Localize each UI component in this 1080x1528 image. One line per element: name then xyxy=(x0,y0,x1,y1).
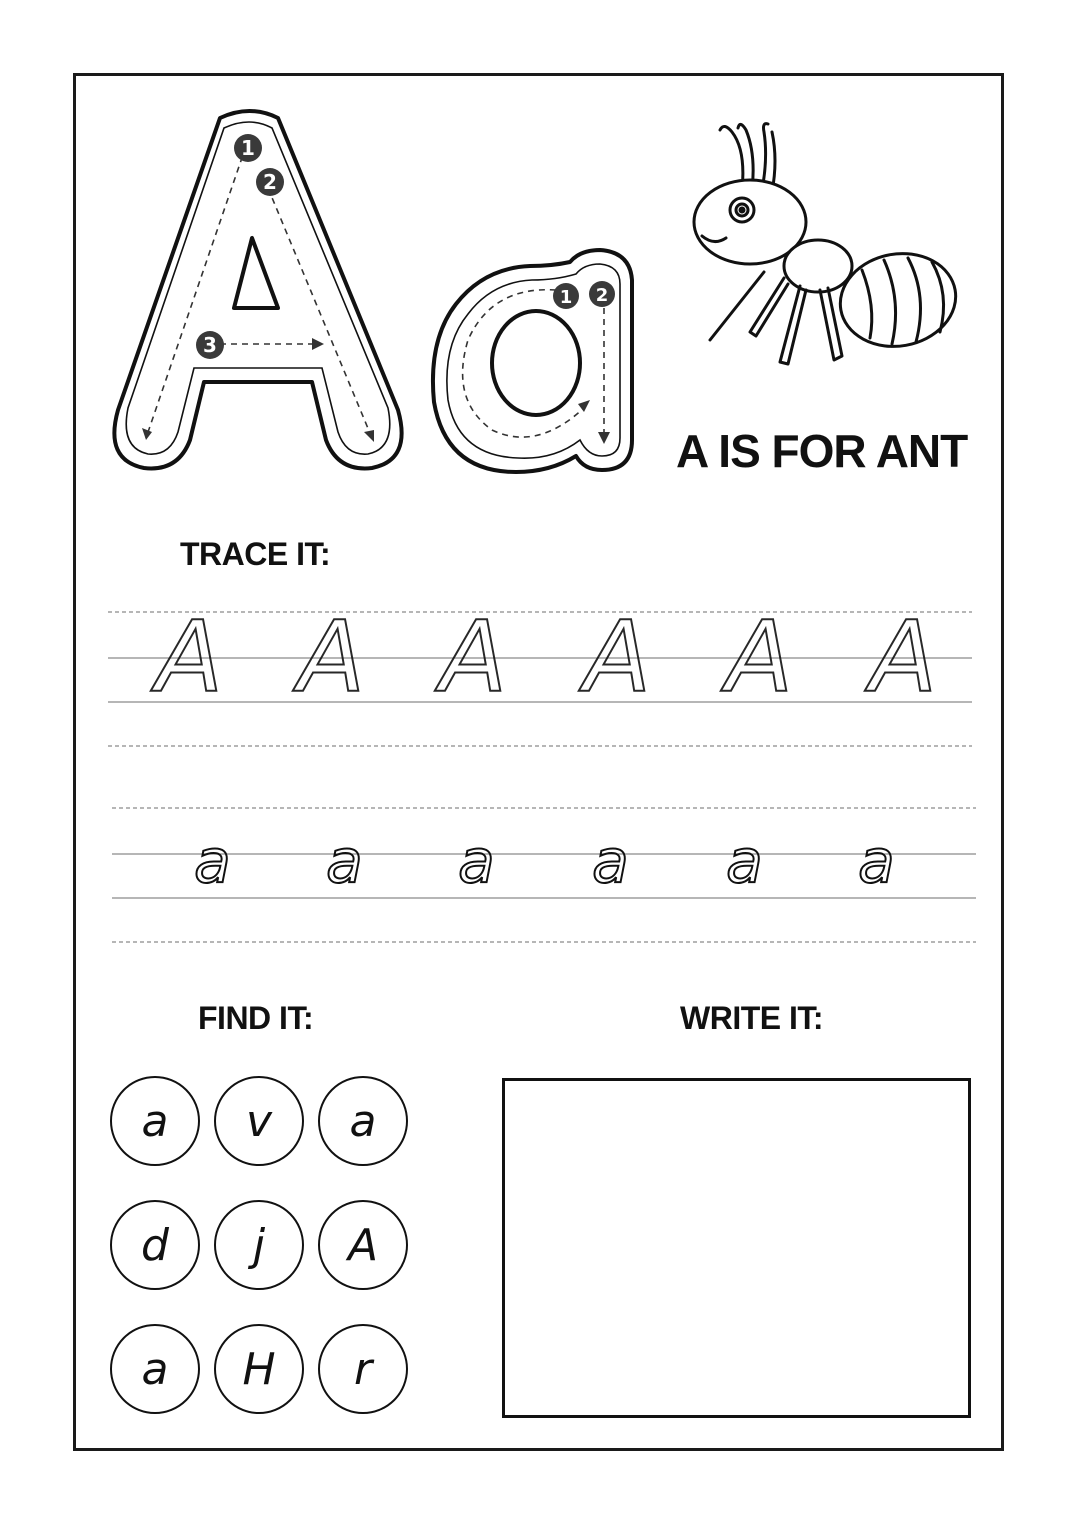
find-letter-circle[interactable]: A xyxy=(318,1200,408,1290)
stroke-number-badge-lower-2 xyxy=(589,281,615,307)
find-letter-circle[interactable]: H xyxy=(214,1324,304,1414)
svg-text:2: 2 xyxy=(595,285,609,306)
trace-letter-uppercase: A xyxy=(584,601,652,715)
trace-letter-lowercase: a xyxy=(326,827,363,897)
trace-rows xyxy=(108,601,976,950)
trace-letter-uppercase: A xyxy=(156,601,224,715)
trace-heading: TRACE IT: xyxy=(180,536,331,572)
svg-text:2: 2 xyxy=(263,170,277,194)
ant-icon xyxy=(680,110,970,390)
trace-letter-uppercase: A xyxy=(870,601,938,715)
trace-letter-lowercase: a xyxy=(726,827,763,897)
find-heading: FIND IT: xyxy=(198,1000,314,1036)
worksheet-caption: A IS FOR ANT xyxy=(676,425,968,477)
find-letter-circle[interactable]: a xyxy=(318,1076,408,1166)
stroke-number-badge-1 xyxy=(234,134,262,162)
find-letter-circle[interactable]: r xyxy=(318,1324,408,1414)
trace-letter-lowercase: a xyxy=(194,827,231,897)
stroke-number-badge-2 xyxy=(256,168,284,196)
svg-text:3: 3 xyxy=(203,333,217,357)
find-letter-circle[interactable]: a xyxy=(110,1076,200,1166)
lowercase-a-counter xyxy=(492,311,580,415)
find-letter-circle[interactable]: a xyxy=(110,1324,200,1414)
find-letter-grid xyxy=(108,1076,408,1416)
find-letter-circle[interactable]: d xyxy=(110,1200,200,1290)
stroke-number-badge-lower-1 xyxy=(553,283,579,309)
svg-text:1: 1 xyxy=(241,136,255,160)
find-letter-circle[interactable]: j xyxy=(214,1200,304,1290)
trace-letter-lowercase: a xyxy=(458,827,495,897)
find-letter-circle[interactable]: v xyxy=(214,1076,304,1166)
letter-tracing-guide xyxy=(100,100,660,480)
trace-letter-lowercase: a xyxy=(592,827,629,897)
trace-letter-uppercase: A xyxy=(298,601,366,715)
svg-text:1: 1 xyxy=(559,287,573,308)
write-area[interactable] xyxy=(502,1078,971,1418)
write-heading: WRITE IT: xyxy=(680,1000,824,1036)
trace-letter-lowercase: a xyxy=(858,827,895,897)
trace-letter-uppercase: A xyxy=(440,601,508,715)
stroke-number-badge-3 xyxy=(196,331,224,359)
trace-letter-uppercase: A xyxy=(726,601,794,715)
